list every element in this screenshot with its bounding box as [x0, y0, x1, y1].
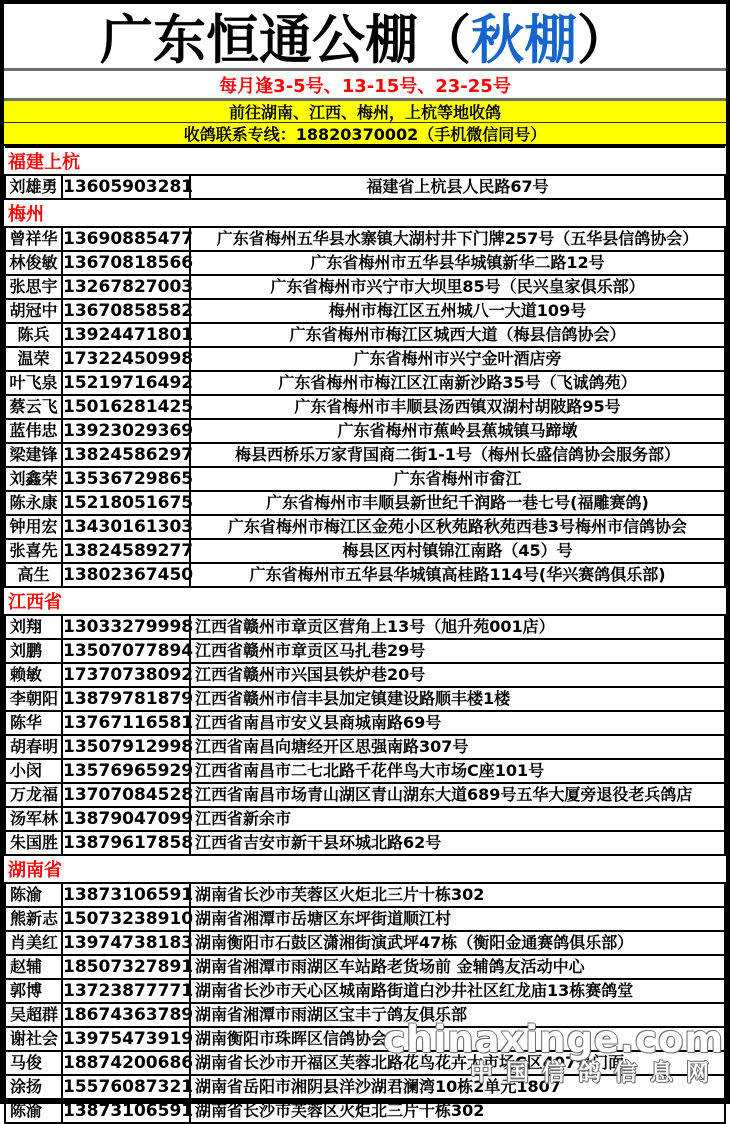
contact-name-cell: 陈渝: [5, 883, 62, 907]
contact-address-cell: 湖南衡阳市珠晖区信鸽协会: [190, 1027, 725, 1051]
contact-address-cell: 江西省南昌市二七北路千花伴鸟大市场C座101号: [190, 759, 725, 783]
contact-row: [5, 251, 725, 275]
contact-row: [5, 1075, 725, 1099]
contact-address-cell: 广东省梅州市丰顺县汤西镇双湖村胡陂路95号: [190, 395, 725, 419]
contact-name-cell: 熊新志: [5, 907, 62, 931]
contact-name-cell: 林俊敏: [5, 251, 62, 275]
contact-phone-cell: 13576965929: [63, 761, 194, 781]
contact-row: [5, 907, 725, 931]
contact-phone-cell: 13707084528: [63, 785, 194, 805]
contact-name-cell: 小闵: [5, 759, 62, 783]
contact-phone-cell: 13802367450: [63, 565, 194, 585]
section-title: 湖南省: [5, 855, 725, 883]
contact-name-cell: 赖敏: [5, 663, 62, 687]
contact-phone-cell: 13873106591: [63, 1101, 194, 1121]
contact-address-cell: 广东省梅州市丰顺县新世纪千润路一巷七号(福雕赛鸽): [190, 491, 725, 515]
contact-address-cell: 湖南省长沙市芙蓉区火炬北三片十栋302: [190, 883, 725, 907]
contact-address-cell: 广东省梅州市五华县华城镇新华二路12号: [190, 251, 725, 275]
contact-name-cell: 刘鹏: [5, 639, 62, 663]
contact-address-cell: 江西省南昌向塘经开区思强南路307号: [190, 735, 725, 759]
contact-name-cell: 刘雄勇: [5, 175, 62, 199]
watermark-site-name: 中国信鸽信息网: [470, 1060, 722, 1086]
page-title-highlight: 秋棚: [471, 10, 577, 71]
contact-row: [5, 807, 725, 831]
contact-name-cell: 万龙福: [5, 783, 62, 807]
contact-phone-cell: 15218051675: [63, 493, 194, 513]
contact-address-cell: 江西省南昌市场青山湖区青山湖东大道689号五华大厦旁退役老兵鸽店: [190, 783, 725, 807]
contact-phone-cell: 13924471801: [63, 325, 194, 345]
contact-row: [5, 323, 725, 347]
contact-address-cell: 湖南省长沙市天心区城南路街道白沙井社区红龙庙13栋赛鸽堂: [190, 979, 725, 1003]
contact-row: [5, 1003, 725, 1027]
section-title: 梅州: [5, 199, 725, 227]
contact-phone-cell: 13723877771: [63, 981, 194, 1001]
contact-row: [5, 979, 725, 1003]
contact-name-cell: 胡春明: [5, 735, 62, 759]
contact-name-cell: 涂扬: [5, 1075, 62, 1099]
contact-row: [5, 687, 725, 711]
contact-name-cell: 肖美红: [5, 931, 62, 955]
contacts-table-body: [5, 147, 725, 1123]
contact-address-cell: 梅县区丙村镇锦江南路（45）号: [190, 539, 725, 563]
contact-row: [5, 275, 725, 299]
contact-address-cell: 湖南省湘潭市雨湖区宝丰亍鸽友俱乐部: [190, 1003, 725, 1027]
schedule-banner: 每月逢3-5号、13-15号、23-25号: [219, 75, 511, 97]
section-header-row: [5, 147, 725, 175]
contact-address-cell: 广东省梅州五华县水寨镇大湖村井下门牌257号（五华县信鸽协会）: [190, 227, 725, 251]
contact-phone-cell: 17370738092: [63, 665, 194, 685]
contact-name-cell: 赵辅: [5, 955, 62, 979]
page-title-prefix: 广东恒通公棚（: [100, 10, 471, 71]
contact-address-cell: 湖南衡阳市石鼓区潇湘街演武坪47栋（衡阳金通赛鸽俱乐部）: [190, 931, 725, 955]
contact-phone-cell: 13879781879: [63, 689, 194, 709]
section-title: 福建上杭: [5, 147, 725, 175]
contact-address-cell: 广东省梅州市畲江: [190, 467, 725, 491]
contact-row: [5, 955, 725, 979]
contact-phone-cell: 15016281425: [63, 397, 194, 417]
contact-name-cell: 梁建锋: [5, 443, 62, 467]
contact-name-cell: 汤军林: [5, 807, 62, 831]
contact-name-cell: 陈华: [5, 711, 62, 735]
contact-row: [5, 735, 725, 759]
contact-phone-cell: 13879047099: [63, 809, 194, 829]
contact-row: [5, 639, 725, 663]
section-header-row: [5, 855, 725, 883]
contact-name-cell: 曾祥华: [5, 227, 62, 251]
collection-route-banner: 前往湖南、江西、梅州，上杭等地收鸽: [4, 101, 726, 123]
contact-address-cell: 江西省新余市: [190, 807, 725, 831]
contact-row: [5, 515, 725, 539]
contact-phone-cell: 13507077894: [63, 641, 194, 661]
contact-phone-cell: 15073238910: [63, 909, 194, 929]
contact-phone-cell: 13873106591: [63, 885, 194, 905]
contact-row: [5, 883, 725, 907]
contact-phone-cell: 13767116581: [63, 713, 194, 733]
contact-address-cell: 梅县西桥乐万家背国商二街1-1号（梅州长盛信鸽协会服务部）: [190, 443, 725, 467]
contact-name-cell: 陈兵: [5, 323, 62, 347]
contact-phone-cell: 13430161303: [63, 517, 194, 537]
page-title-suffix: ）: [577, 10, 630, 71]
contact-row: [5, 1051, 725, 1075]
contact-row: [5, 615, 725, 639]
contact-name-cell: 张思宇: [5, 275, 62, 299]
contact-row: [5, 371, 725, 395]
contact-name-cell: 叶飞泉: [5, 371, 62, 395]
contact-phone-cell: 13923029369: [63, 421, 194, 441]
contact-name-cell: 朱国胜: [5, 831, 62, 855]
contact-address-cell: 广东省梅州市五华县华城镇高桂路114号(华兴赛鸽俱乐部): [190, 563, 725, 587]
contact-phone-cell: 15219716492: [63, 373, 194, 393]
contact-row: [5, 783, 725, 807]
contact-name-cell: 高生: [5, 563, 62, 587]
contact-name-cell: 谢社会: [5, 1027, 62, 1051]
section-header-row: [5, 587, 725, 615]
contact-phone-cell: 13974738183: [63, 933, 194, 953]
contact-address-cell: 湖南省长沙市芙蓉区火炬北三片十栋302: [190, 1099, 725, 1123]
contacts-table: [4, 146, 726, 1124]
contact-address-cell: 广东省梅州市蕉岭县蕉城镇马蹄墩: [190, 419, 725, 443]
page-title: [4, 4, 726, 71]
contact-phone-cell: 13033279998: [63, 617, 194, 637]
contact-address-cell: 江西省吉安市新干县环城北路62号: [190, 831, 725, 855]
contact-row: [5, 227, 725, 251]
contact-address-cell: 江西省南昌市安义县商城南路69号: [190, 711, 725, 735]
contact-row: [5, 467, 725, 491]
contact-row: [5, 443, 725, 467]
contact-address-cell: 江西省赣州市信丰县加定镇建设路顺丰楼1楼: [190, 687, 725, 711]
contact-address-cell: 广东省梅州市兴宁市大坝里85号（民兴皇家俱乐部）: [190, 275, 725, 299]
contact-row: [5, 1027, 725, 1051]
contact-row: [5, 175, 725, 199]
contact-row: [5, 1099, 725, 1123]
contact-phone-cell: 13879617858: [63, 833, 194, 853]
contact-phone-cell: 18874200686: [63, 1053, 194, 1073]
contact-name-cell: 马俊: [5, 1051, 62, 1075]
contact-row: [5, 831, 725, 855]
contact-row: [5, 395, 725, 419]
contact-phone-cell: 13824586297: [63, 445, 194, 465]
contact-phone-cell: 13267827003: [63, 277, 194, 297]
contact-row: [5, 419, 725, 443]
contact-name-cell: 蔡云飞: [5, 395, 62, 419]
contact-name-cell: 郭博: [5, 979, 62, 1003]
contact-address-cell: 湖南省岳阳市湘阴县洋沙湖君澜湾10栋2单元1807: [190, 1075, 725, 1099]
contact-phone-cell: 13824589277: [63, 541, 194, 561]
contact-phone-cell: 18674363789: [63, 1005, 194, 1025]
contact-row: [5, 347, 725, 371]
contact-row: [5, 491, 725, 515]
contact-row: [5, 711, 725, 735]
contact-row: [5, 563, 725, 587]
contact-phone-cell: 13975473919: [63, 1029, 194, 1049]
contact-address-cell: 广东省梅州市梅江区江南新沙路35号（飞诚鸽苑）: [190, 371, 725, 395]
watermark-site-url: chinaxinge.com: [383, 1018, 724, 1061]
contact-address-cell: 广东省梅州市梅江区城西大道（梅县信鸽协会）: [190, 323, 725, 347]
contact-phone-cell: 13536729865: [63, 469, 194, 489]
section-header-row: [5, 199, 725, 227]
contact-row: [5, 759, 725, 783]
contact-phone-cell: 13507912998: [63, 737, 194, 757]
contact-name-cell: 李朝阳: [5, 687, 62, 711]
contact-row: [5, 539, 725, 563]
contact-phone-cell: 13605903281: [63, 177, 194, 197]
contact-address-cell: 梅州市梅江区五州城八一大道109号: [190, 299, 725, 323]
contact-phone-cell: 13670818566: [63, 253, 194, 273]
contact-hotline-banner: 收鸽联系专线：18820370002（手机微信同号）: [4, 123, 726, 144]
contact-name-cell: 胡冠中: [5, 299, 62, 323]
contact-phone-cell: 13690885477: [63, 229, 194, 249]
contact-name-cell: 钟用宏: [5, 515, 62, 539]
contact-address-cell: 福建省上杭县人民路67号: [190, 175, 725, 199]
contact-row: [5, 299, 725, 323]
contact-phone-cell: 17322450998: [63, 349, 194, 369]
contact-address-cell: 湖南省湘潭市雨湖区车站路老货场前 金辅鸽友活动中心: [190, 955, 725, 979]
contact-phone-cell: 15576087321: [63, 1077, 194, 1097]
contact-row: [5, 663, 725, 687]
contact-name-cell: 蓝伟忠: [5, 419, 62, 443]
contact-name-cell: 刘鑫荣: [5, 467, 62, 491]
contact-phone-cell: 13670858582: [63, 301, 194, 321]
contact-name-cell: 陈渝: [5, 1099, 62, 1123]
contact-address-cell: 湖南省湘潭市岳塘区东坪街道顺江村: [190, 907, 725, 931]
contact-name-cell: 张喜先: [5, 539, 62, 563]
contact-address-cell: 广东省梅州市兴宁金叶酒店旁: [190, 347, 725, 371]
contact-name-cell: 刘翔: [5, 615, 62, 639]
contact-row: [5, 931, 725, 955]
contact-address-cell: 江西省赣州市章贡区营角上13号（旭升苑001店）: [190, 615, 725, 639]
contact-address-cell: 江西省赣州市兴国县铁炉巷20号: [190, 663, 725, 687]
contact-name-cell: 温荣: [5, 347, 62, 371]
contact-phone-cell: 18507327891: [63, 957, 194, 977]
contact-name-cell: 陈永康: [5, 491, 62, 515]
contact-address-cell: 江西省赣州市章贡区马扎巷29号: [190, 639, 725, 663]
contact-address-cell: 广东省梅州市梅江区金苑小区秋苑路秋苑西巷3号梅州市信鸽协会: [190, 515, 725, 539]
section-title: 江西省: [5, 587, 725, 615]
contact-address-cell: 湖南省长沙市开福区芙蓉北路花鸟花卉大市场C区407号门面: [190, 1051, 725, 1075]
contact-name-cell: 吴超群: [5, 1003, 62, 1027]
